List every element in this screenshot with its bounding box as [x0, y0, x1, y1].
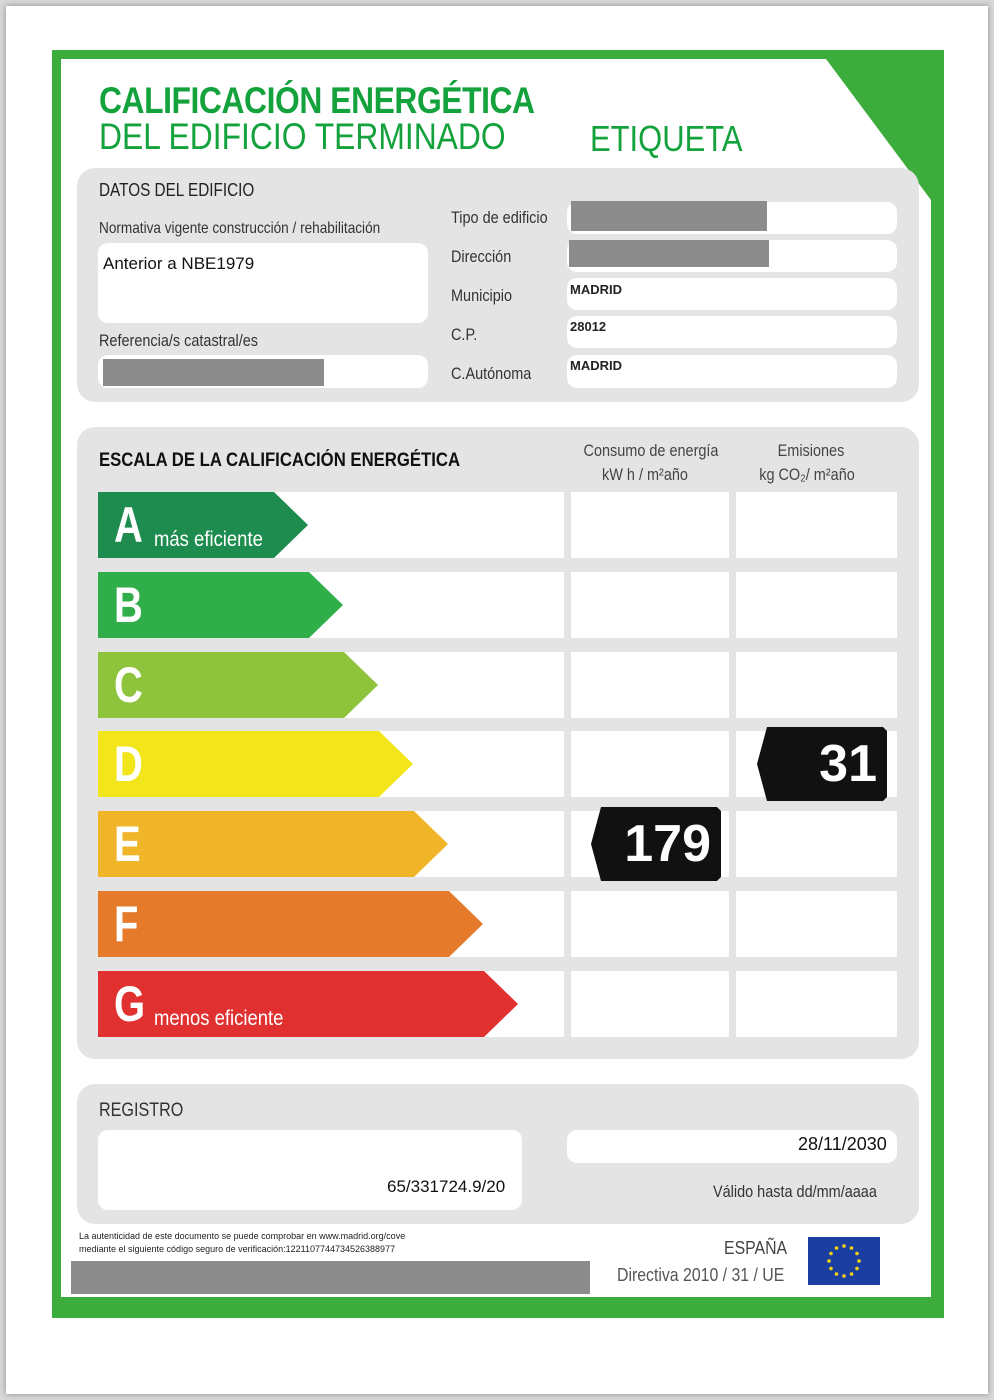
normativa-value: Anterior a NBE1979 — [103, 254, 255, 273]
rating-letter-b: B — [114, 576, 143, 633]
cp-label: C.P. — [451, 325, 478, 344]
cp-field — [567, 316, 897, 348]
rating-letter-c: C — [114, 656, 143, 713]
emisiones-cell-f — [736, 891, 897, 957]
emisiones-value: 31 — [819, 735, 877, 794]
emisiones-cell-a — [736, 492, 897, 558]
municipio-label: Municipio — [451, 286, 513, 305]
autonoma-value: MADRID — [570, 358, 622, 373]
consumo-cell-f — [571, 891, 729, 957]
consumo-header-line1: Consumo de energía — [583, 441, 719, 460]
valid-date: 28/11/2030 — [798, 1134, 887, 1154]
rating-arrow-e — [98, 811, 448, 877]
country-label: ESPAÑA — [724, 1238, 788, 1258]
directive-label: Directiva 2010 / 31 / UE — [617, 1265, 785, 1285]
rating-arrow-f — [98, 891, 483, 957]
direccion-label: Dirección — [451, 247, 512, 266]
consumo-cell-b — [571, 572, 729, 638]
title-line2: DEL EDIFICIO TERMINADO — [99, 116, 506, 157]
consumo-cell-c — [571, 652, 729, 718]
auth-line2: mediante el siguiente código seguro de verificación:1221107744734526388977 — [79, 1244, 396, 1254]
emisiones-header-line1: Emisiones — [777, 441, 845, 460]
emisiones-cell-c — [736, 652, 897, 718]
cp-value: 28012 — [570, 319, 607, 334]
municipio-value: MADRID — [570, 282, 622, 297]
valid-label: Válido hasta dd/mm/aaaa — [713, 1182, 877, 1201]
title-line1: CALIFICACIÓN ENERGÉTICA — [99, 80, 535, 121]
tipo-label: Tipo de edificio — [451, 208, 548, 227]
scale-title: ESCALA DE LA CALIFICACIÓN ENERGÉTICA — [99, 450, 461, 471]
normativa-label: Normativa vigente construcción / rehabilitación — [99, 220, 381, 237]
rating-letter-f: F — [114, 896, 139, 952]
emisiones-cell-g — [736, 971, 897, 1037]
rating-sub-a: más eficiente — [154, 528, 263, 551]
registro-title: REGISTRO — [99, 1100, 184, 1121]
etiqueta-label: ETIQUETA — [590, 118, 743, 159]
building-section-title: DATOS DEL EDIFICIO — [99, 180, 255, 200]
consumo-header-line2: kW h / m²año — [602, 465, 688, 484]
rating-letter-e: E — [114, 816, 141, 873]
rating-letter-d: D — [114, 736, 143, 793]
consumo-cell-d — [571, 731, 729, 797]
rating-letter-g: G — [114, 975, 146, 1032]
footer-redaction — [71, 1261, 590, 1294]
emisiones-header-line2: kg CO₂/ m²año — [759, 465, 855, 484]
autonoma-label: C.Autónoma — [451, 364, 532, 383]
rating-letter-a: A — [114, 497, 143, 553]
direccion-redaction — [569, 240, 769, 267]
emisiones-cell-e — [736, 811, 897, 877]
tipo-redaction — [571, 201, 767, 231]
referencia-label: Referencia/s catastral/es — [99, 331, 259, 350]
registro-number: 65/331724.9/20 — [387, 1177, 506, 1196]
auth-line1: La autenticidad de este documento se puede comprobar en www.madrid.org/cove — [79, 1231, 406, 1241]
consumo-cell-g — [571, 971, 729, 1037]
eu-flag-icon — [808, 1237, 880, 1285]
registro-number-field — [98, 1130, 522, 1210]
referencia-redaction — [103, 359, 324, 386]
consumo-value: 179 — [624, 815, 711, 874]
rating-sub-g: menos eficiente — [154, 1006, 284, 1030]
emisiones-cell-b — [736, 572, 897, 638]
rating-arrow-d — [98, 731, 413, 797]
consumo-cell-a — [571, 492, 729, 558]
